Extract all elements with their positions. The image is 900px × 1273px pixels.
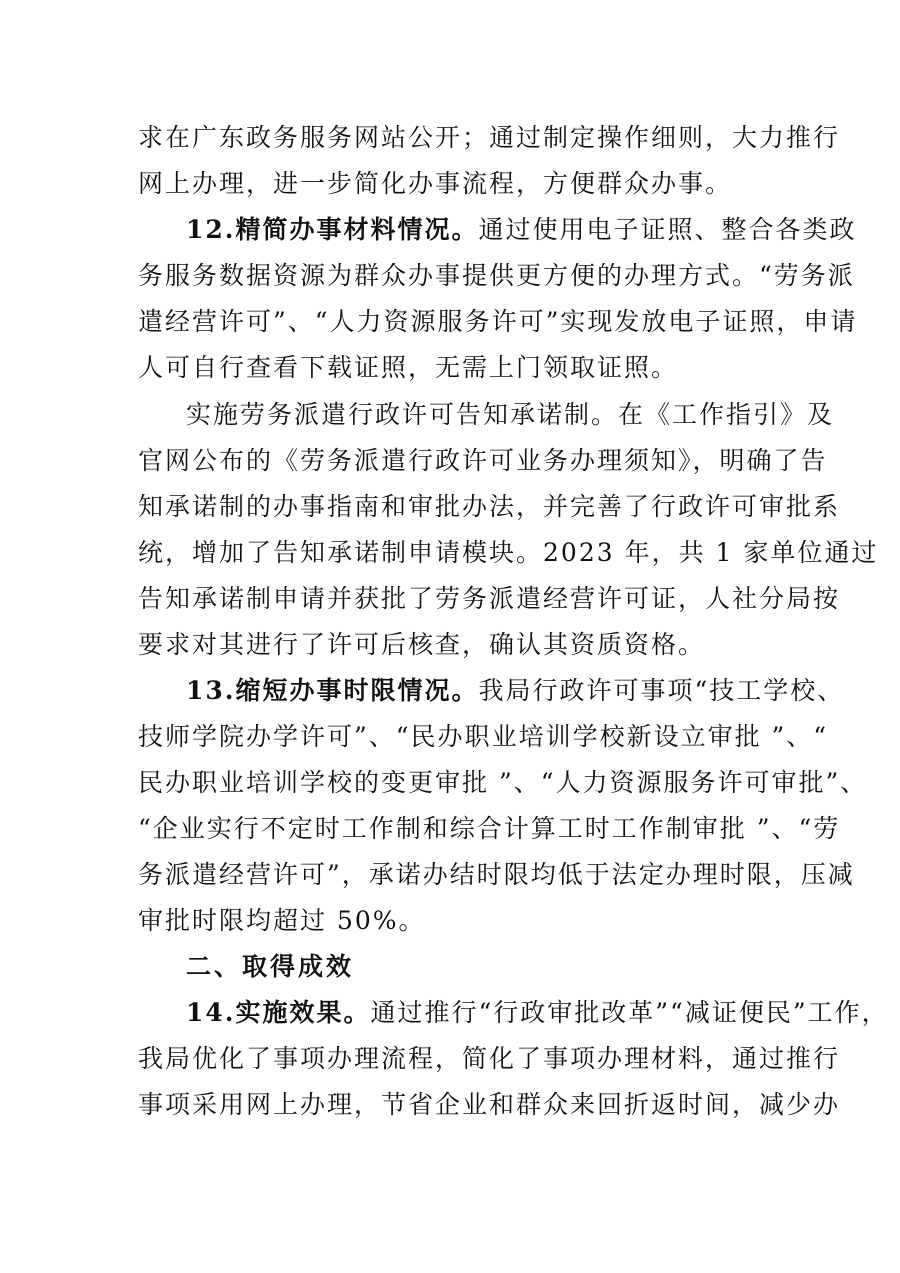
section-12-paragraph-start bbox=[186, 212, 857, 248]
section-13-title: 13.缩短办事时限情况。 bbox=[186, 676, 479, 705]
section-13-text: 我局行政许可事项“技工学校、 bbox=[478, 676, 845, 705]
text-line: 务服务数据资源为群众办事提供更方便的办理方式。“劳务派 bbox=[138, 261, 855, 290]
text-line: 要求对其进行了许可后核查，确认其资质资格。 bbox=[138, 630, 706, 659]
text-line: 人可自行查看下载证照，无需上门领取证照。 bbox=[138, 353, 679, 382]
section-12-text: 通过使用电子证照、整合各类政 bbox=[478, 215, 857, 244]
section-14-text: 通过推行“行政审批改革”“减证便民”工作， bbox=[370, 998, 889, 1027]
section-heading-results: 二、取得成效 bbox=[186, 952, 355, 981]
text-line: 民办职业培训学校的变更审批 ”、“人力资源服务许可审批”、 bbox=[138, 768, 868, 797]
text-line: 务派遣经营许可”，承诺办结时限均低于法定办理时限，压减 bbox=[138, 860, 855, 889]
text-line: 审批时限均超过 50%。 bbox=[138, 906, 426, 935]
text-line: 知承诺制的办事指南和审批办法，并完善了行政许可审批系 bbox=[138, 492, 841, 521]
section-13-paragraph-start bbox=[186, 673, 845, 709]
text-line: 统，增加了告知承诺制申请模块。2023 年，共 1 家单位通过 bbox=[138, 538, 879, 567]
section-14-title: 14.实施效果。 bbox=[186, 998, 371, 1027]
text-line: 事项采用网上办理，节省企业和群众来回折返时间，减少办 bbox=[138, 1090, 841, 1119]
text-line: 遣经营许可”、“人力资源服务许可”实现发放电子证照，申请 bbox=[138, 307, 858, 336]
text-line: 求在广东政务服务网站公开；通过制定操作细则，大力推行 bbox=[138, 123, 841, 152]
text-line: “企业实行不定时工作制和综合计算工时工作制审批 ”、“劳 bbox=[138, 814, 841, 843]
text-line: 技师学院办学许可”、“民办职业培训学校新设立审批 ”、“ bbox=[138, 722, 829, 751]
text-line: 网上办理，进一步简化办事流程，方便群众办事。 bbox=[138, 169, 733, 198]
text-line: 告知承诺制申请并获批了劳务派遣经营许可证，人社分局按 bbox=[138, 584, 841, 613]
text-line: 官网公布的《劳务派遣行政许可业务办理须知》，明确了告 bbox=[138, 446, 828, 475]
text-line: 我局优化了事项办理流程，简化了事项办理材料，通过推行 bbox=[138, 1044, 841, 1073]
section-12-title: 12.精简办事材料情况。 bbox=[186, 215, 479, 244]
text-line: 实施劳务派遣行政许可告知承诺制。在《工作指引》及 bbox=[186, 400, 835, 429]
section-14-paragraph-start bbox=[186, 995, 889, 1031]
